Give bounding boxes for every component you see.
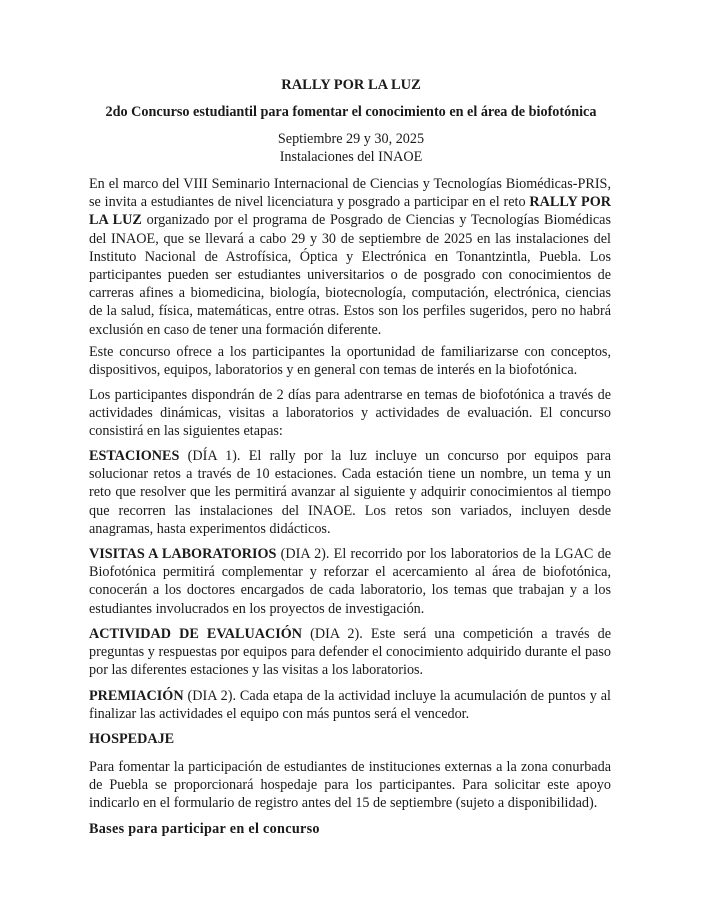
stage-text: (DÍA 1). El rally por la luz incluye un concurso por equipos para solucionar retos a través de 10 estaciones. Cada estación tiene un nombre, un tema y un reto que resolver que les permitirá avanzar al siguiente y adquirir conocimientos al tiempo que recorren las instalaciones del INAOE. Los retos son variados, incluyen desde anagramas, hasta experimentos didácticos. — [89, 448, 611, 537]
stage-visitas — [89, 545, 611, 618]
event-venue: Instalaciones del INAOE — [279, 149, 423, 165]
stage-heading: ACTIVIDAD DE EVALUACIÓN — [89, 626, 303, 642]
stage-estaciones — [89, 447, 611, 538]
intro-text-a: En el marco del VIII Seminario Internacional de Ciencias y Tecnologías Biomédicas-PRIS, se invita a estudiantes de nivel licenciatura y posgrado a participar en el reto — [89, 176, 611, 211]
lodging-heading-text: HOSPEDAJE — [89, 731, 175, 747]
lodging-paragraph: Para fomentar la participación de estudiantes de instituciones externas a la zona conurbada de Puebla se proporcionará hospedaje para los participantes. Para solicitar este apoyo indicarlo en el formulario de registro antes del 15 de septiembre (sujeto a disponibilidad). — [89, 759, 611, 812]
stage-text: (DIA 2). Cada etapa de la actividad incluye la acumulación de puntos y al finalizar las actividades el equipo con más puntos será el vencedor. — [89, 688, 611, 723]
stages-intro-paragraph: Los participantes dispondrán de 2 días para adentrarse en temas de biofotónica a través de actividades dinámicas, visitas a laboratorios y actividades de evaluación. El concurso consistirá en las siguientes etapas: — [89, 387, 611, 440]
intro-text-b: organizado por el programa de Posgrado de Ciencias y Tecnologías Biomédicas del INAOE, que se llevará a cabo 29 y 30 de septiembre de 2025 en las instalaciones del Instituto Nacional de Astrofísica, Óptica y Electrónica en Tonantzintla, Puebla. Los participantes pueden ser estudiantes universitarios o de posgrado con conocimientos de carreras afines a biomedicina, biología, biotecnología, computación, electrónica, ciencias de la salud, física, matemáticas, entre otras. Estos son los perfiles sugeridos, pero no habrá exclusión en caso de tener una formación diferente. — [89, 212, 611, 338]
stage-heading: PREMIACIÓN — [89, 688, 184, 704]
stage-heading: ESTACIONES — [89, 448, 180, 464]
bases-heading: Bases para participar en el concurso — [89, 821, 320, 837]
document-title: RALLY POR LA LUZ — [281, 77, 421, 93]
stage-text: (DIA 2). El recorrido por los laboratorios de la LGAC de Biofotónica permitirá complementar y reforzar el acercamiento al área de biofotónica, conocerán a los doctores encargados de cada laboratorio, los temas que trabajan y a los estudiantes involucrados en los proyectos de investigación. — [89, 546, 612, 617]
intro-paragraph — [89, 175, 611, 339]
stage-heading: VISITAS A LABORATORIOS — [89, 546, 277, 562]
stage-premiacion — [89, 687, 611, 723]
opportunity-paragraph: Este concurso ofrece a los participantes la oportunidad de familiarizarse con conceptos, dispositivos, equipos, laboratorios y en general con temas de interés en la biofotónica. — [89, 344, 611, 379]
stage-evaluacion — [89, 625, 611, 680]
document-subtitle: 2do Concurso estudiantil para fomentar el conocimiento en el área de biofotónica — [105, 104, 597, 120]
event-date: Septiembre 29 y 30, 2025 — [277, 131, 425, 147]
stage-text: (DIA 2). Este será una competición a través de preguntas y respuestas por equipos para defender el conocimiento adquirido durante el paso por las diferentes estaciones y las visitas a los laboratorios. — [89, 626, 611, 679]
rally-name-bold: RALLY POR LA LUZ — [89, 194, 611, 229]
lodging-heading — [89, 730, 611, 748]
